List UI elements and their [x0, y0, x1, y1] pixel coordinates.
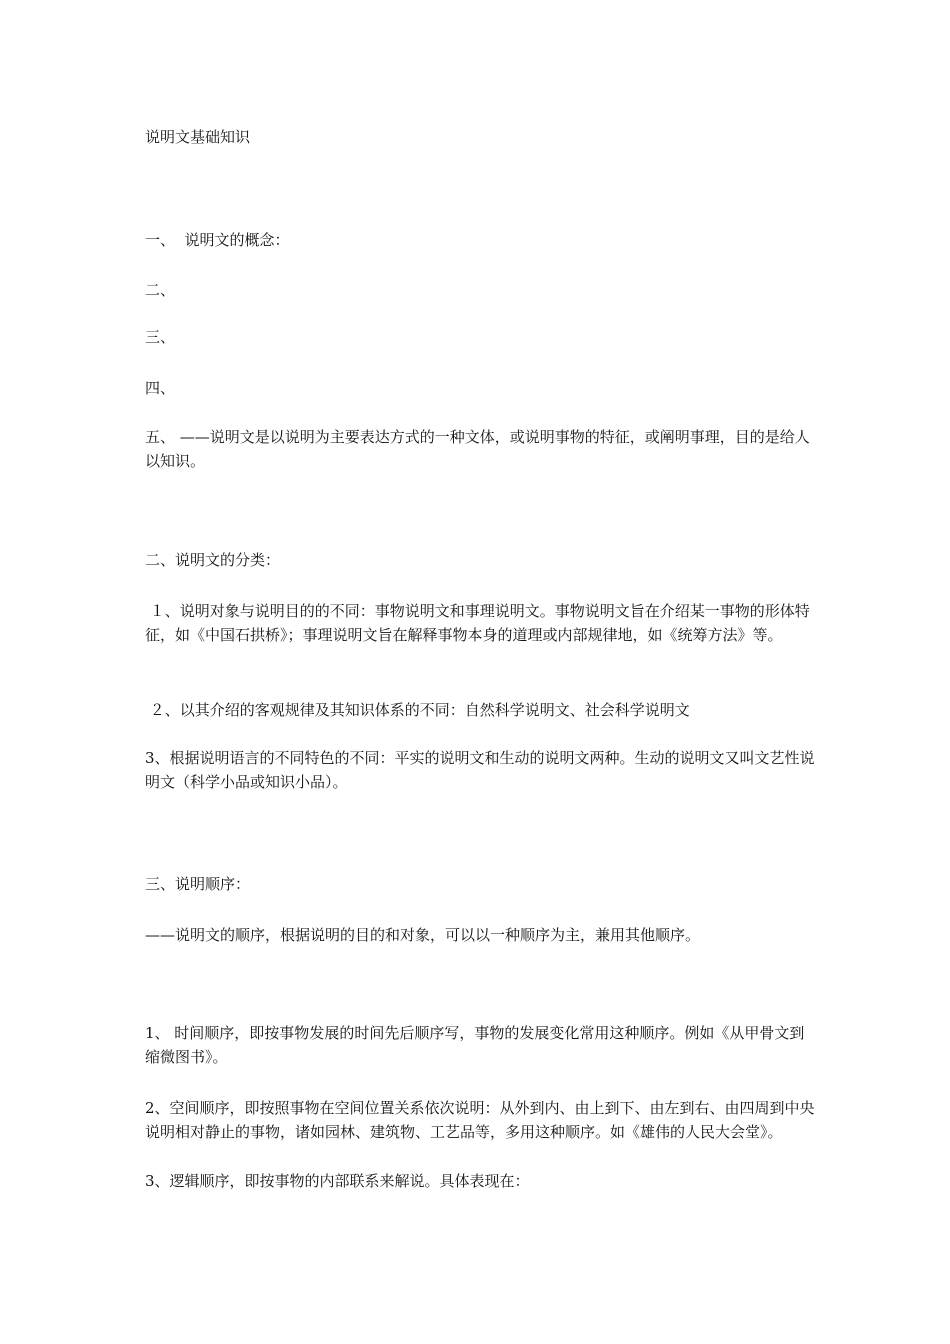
section3-heading: 三、说明顺序： [145, 875, 251, 893]
section1-line4: 四、 [145, 379, 176, 397]
section1-line1: 一、 说明文的概念： [145, 231, 290, 249]
section3-order1: 1、 时间顺序，即按事物发展的时间先后顺序写，事物的发展变化常用这种顺序。例如《从甲骨文到缩微图书》。 [145, 1024, 805, 1066]
section1-line5: 五、 ——说明文是以说明为主要表达方式的一种文体，或说明事物的特征，或阐明事理，目的是给人以知识。 [145, 428, 810, 470]
section3-order2: 2、空间顺序，即按照事物在空间位置关系依次说明：从外到内、由上到下、由左到右、由四周到中央说明相对静止的事物，诸如园林、建筑物、工艺品等，多用这种顺序。如《雄伟的人民大会堂》。 [145, 1099, 815, 1141]
section1-line3: 三、 [145, 328, 176, 346]
section2-heading: 二、说明文的分类： [145, 551, 281, 569]
section2-item3: 3、根据说明语言的不同特色的不同：平实的说明文和生动的说明文两种。生动的说明文又叫文艺性说明文（科学小品或知识小品）。 [145, 749, 815, 791]
document-title: 说明文基础知识 [145, 128, 251, 146]
section1-line2: 二、 [145, 281, 176, 299]
section3-intro: ——说明文的顺序，根据说明的目的和对象，可以以一种顺序为主，兼用其他顺序。 [145, 926, 701, 944]
section2-item2: ２、以其介绍的客观规律及其知识体系的不同：自然科学说明文、社会科学说明文 [145, 701, 690, 719]
section3-order3: 3、逻辑顺序，即按事物的内部联系来解说。具体表现在： [145, 1172, 530, 1190]
section2-item1: １、说明对象与说明目的的不同：事物说明文和事理说明文。事物说明文旨在介绍某一事物的形体特征，如《中国石拱桥》；事理说明文旨在解释事物本身的道理或内部规律地，如《统筹方法》等。 [145, 602, 810, 644]
